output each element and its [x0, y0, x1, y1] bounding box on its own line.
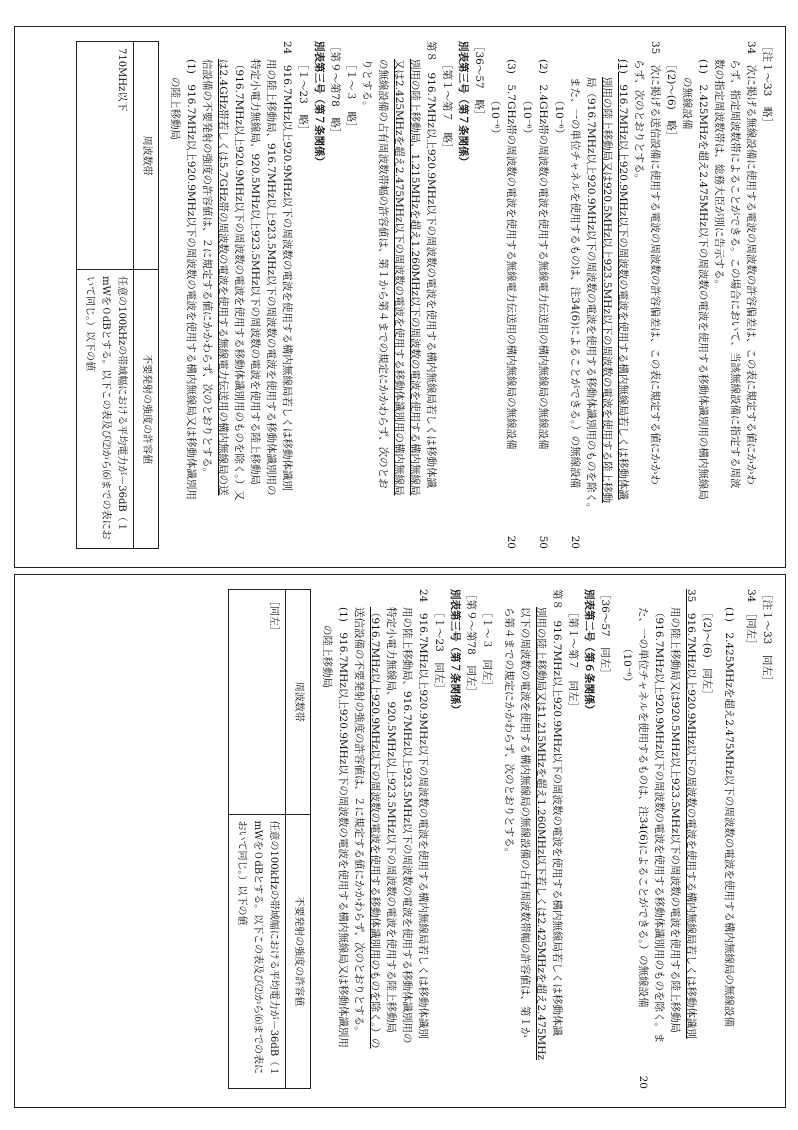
section-heading: 別表第三号（第７条関係）	[457, 41, 469, 167]
text-line: 数の指定周波数帯は、総務大臣が別に告示する。	[713, 59, 725, 290]
text-line: ［36～57 略］	[473, 41, 485, 121]
text-line: らず、指定周波数帯によることができる。この場合において、当該無線設備に指定する周波	[729, 59, 741, 489]
note-34: 34 ［同左］	[745, 589, 757, 650]
text-line: 用の陸上移動局又は920.5MHz以上923.5MHz以下の周波数の電波を使用する陸上移動局	[669, 607, 681, 1033]
note-35: 35 916.7MHz以上920.9MHz以下の周波数の電波を使用する構内無線局若しくは移動体識別	[685, 589, 697, 1039]
text-line: (1) 2.425MHzを超え2.475MHz以下の周波数の電波を使用する移動体識別用の構内無線局	[697, 59, 709, 500]
table-header: 周波数帯	[134, 42, 159, 270]
section-heading: 別表第二号（第６条関係）	[583, 589, 595, 715]
emission-table	[76, 41, 159, 549]
text-line: ［第１～第７ 略］	[441, 59, 453, 154]
text-line: の陸上移動局	[169, 77, 181, 140]
text-line: の無線設備の占有周波数帯幅の許容値は、第１から第４までの規定にかかわらず、次のとお	[377, 59, 389, 489]
text-line: 局（916.7MHz以上920.9MHz以下の周波数の電波を使用する移動体識別用のものを除く。	[585, 77, 597, 514]
text-line: また、一の単位チャネルを使用するものは、注34(6)によることができる。）の無線設備	[569, 77, 581, 489]
note-35: 35 次に掲げる送信設備に使用する電波の周波数の許容偏差は、この表に規定する値にかかわ	[649, 41, 661, 485]
note-range: ［注１～33 略］	[761, 41, 773, 128]
table-row	[229, 590, 286, 1089]
text-line: は2.4GHz帯若しくは5.7GHz帯の周波数の電波を使用する無線電力伝送用の構内無線局の送	[217, 59, 229, 496]
text-line: 別用の陸上移動局又は1.215MHzを超え1.260MHz以下若しくは2.425MHzを超え2.475MHz	[535, 607, 547, 1060]
text-line: 特定小電力無線局、920.5MHz以上923.5MHz以下の周波数の電波を使用する陸上移動局	[249, 59, 261, 485]
table-cell: 710MHz以下	[77, 42, 134, 270]
value: 20	[569, 535, 581, 549]
text-line: ら第４までの規定にかかわらず、次のとおりとする。	[503, 607, 515, 859]
text-line: 24 916.7MHz以上920.9MHz以下の周波数の電波を使用する構内無線局若しくは移動体識別	[417, 589, 429, 1039]
text-line: りとする。	[361, 59, 373, 112]
text-line: 特定小電力無線局、920.5MHz以上923.5MHz以下の周波数の電波を使用する陸上移動局	[385, 607, 397, 1033]
table-header: 不要発射の強度の許容値	[134, 270, 159, 549]
text-line: ［１～23 同左］	[433, 607, 445, 694]
text-line: (2) 2.4GHz帯の周波数の電波を使用する無線電力伝送用の構内無線局の無線設備	[537, 59, 549, 450]
text-line: ［第９～第78 同左］	[465, 589, 477, 697]
text-line: ［１～３ 略］	[345, 59, 357, 133]
unit: （10⁻⁶）	[621, 643, 633, 688]
table-cell: 任意の100kHzの帯域幅における平均電力が－36dB（１mWを０dBとする。以下この表及び⑵から⑹までの表において同じ。）以下の値	[229, 814, 286, 1088]
text-line: （916.7MHz以上920.9MHz以下の周波数の電波を使用する移動体識別用のものを除く。）の	[369, 607, 381, 1049]
text-line: （916.7MHz以上920.9MHz以下の周波数の電波を使用する移動体識別用のものを除く。）又	[233, 59, 245, 501]
section-heading: 別表第三号（第７条関係）	[313, 41, 325, 167]
unit: （10⁻⁶）	[521, 95, 533, 140]
unit: （10⁻⁶）	[553, 95, 565, 140]
unit: （10⁻⁶）	[489, 95, 501, 140]
current-text-panel	[14, 574, 786, 1108]
text-line: 送信設備の不要発射の強度の許容値は、２に規定する値にかかわらず、次のとおりとする。	[353, 607, 365, 1037]
section-heading: 別表第三号（第７条関係）	[449, 589, 461, 715]
note-34: 34 次に掲げる無線設備に使用する電波の周波数の許容偏差は、この表に規定する値にかかわ	[745, 41, 757, 485]
text-line: (1) 916.7MHz以上920.9MHz以下の周波数の電波を使用する構内無線局又は移動体識別用	[337, 607, 349, 1048]
text-line: の無線設備	[681, 77, 693, 130]
table-cell: ［同左］	[229, 590, 286, 815]
value: 50	[537, 535, 549, 549]
text-line: ［第１～第７ 同左］	[567, 607, 579, 712]
text-line: (1) 916.7MHz以上920.9MHz以下の周波数の電波を使用する構内無線局若しくは移動体識	[617, 59, 629, 500]
text-line: 24 916.7MHz以上920.9MHz以下の周波数の電波を使用する構内無線局若しくは移動体識別	[281, 41, 293, 491]
text-line: の陸上移動局	[321, 625, 333, 688]
emission-table	[228, 589, 311, 1089]
text-line: ［１～３ 同左］	[481, 607, 493, 691]
text-line: 以下の周波数の電波を使用する構内無線局の無線設備の占有周波数帯幅の許容値は、第１か	[519, 607, 531, 1038]
text-line: ［１～23 略］	[297, 59, 309, 136]
text-line: らず、次のとおりとする。	[633, 59, 645, 185]
text-line: た、一の単位チャネルを使用するものは、注34(6)によることができる。）の無線設備	[637, 607, 649, 1008]
table-header: 周波数帯	[286, 590, 311, 815]
text-line: (1) 2.425MHzを超え2.475MHz以下の周波数の電波を使用する構内無線局の無線設備	[723, 607, 735, 1027]
text-line: 第８ 916.7MHz以上920.9MHz以下の周波数の電波を使用する構内無線局若しくは移動体識	[425, 41, 437, 488]
text-line: (3) 5.7GHz帯の周波数の電波を使用する無線電力伝送用の構内無線局の無線設備	[505, 59, 517, 450]
text-line: ［第９～第78 略］	[329, 41, 341, 139]
text-line: 信設備の不要発射の強度の許容値は、２に規定する値にかかわらず、次のとおりとする。	[201, 59, 213, 479]
text-line: ［(2)～(6) 同左］	[701, 607, 713, 700]
text-line: ［36～57 同左］	[599, 589, 611, 679]
text-line: 用の陸上移動局、916.7MHz以上923.5MHz以下の周波数の電波を使用する移動体識別用の	[265, 59, 277, 496]
table-row	[77, 42, 134, 549]
text-line: 用の陸上移動局、916.7MHz以上923.5MHz以下の周波数の電波を使用する移動体識別用の	[401, 607, 413, 1044]
value: 20	[505, 535, 517, 549]
text-line: 別用の陸上移動局又は920.5MHz以上923.5MHz以下の周波数の電波を使用する陸上移動	[601, 77, 613, 503]
table-cell: 任意の100kHzの帯域幅における平均電力が－36dB（１mWを０dBとする。以下この表及び⑵から⑹までの表において同じ。）以下の値	[77, 270, 134, 549]
table-header: 不要発射の強度の許容値	[286, 814, 311, 1088]
value: 20	[637, 1075, 649, 1089]
text-line: ［(2)～(6) 略］	[665, 59, 677, 142]
text-line: 又は2.425MHzを超え2.475MHz以下の周波数の電波を使用する移動体識別用の構内無線局	[393, 59, 405, 496]
revised-text-panel	[14, 26, 786, 568]
note-range: ［注１～33 同左］	[761, 589, 773, 687]
text-line: 第８ 916.7MHz以上920.9MHz以下の周波数の電波を使用する構内無線局若しくは移動体識	[551, 589, 563, 1036]
text-line: (1) 916.7MHz以上920.9MHz以下の周波数の電波を使用する構内無線局又は移動体識別用	[185, 59, 197, 500]
text-line: 別用の陸上移動局、1.215MHzを超え1.260MHz以下の周波数の電波を使用する構内無線局	[409, 59, 421, 496]
text-line: （916.7MHz以上920.9MHz以下の周波数の電波を使用する移動体識別用のものを除く。ま	[653, 607, 665, 1044]
